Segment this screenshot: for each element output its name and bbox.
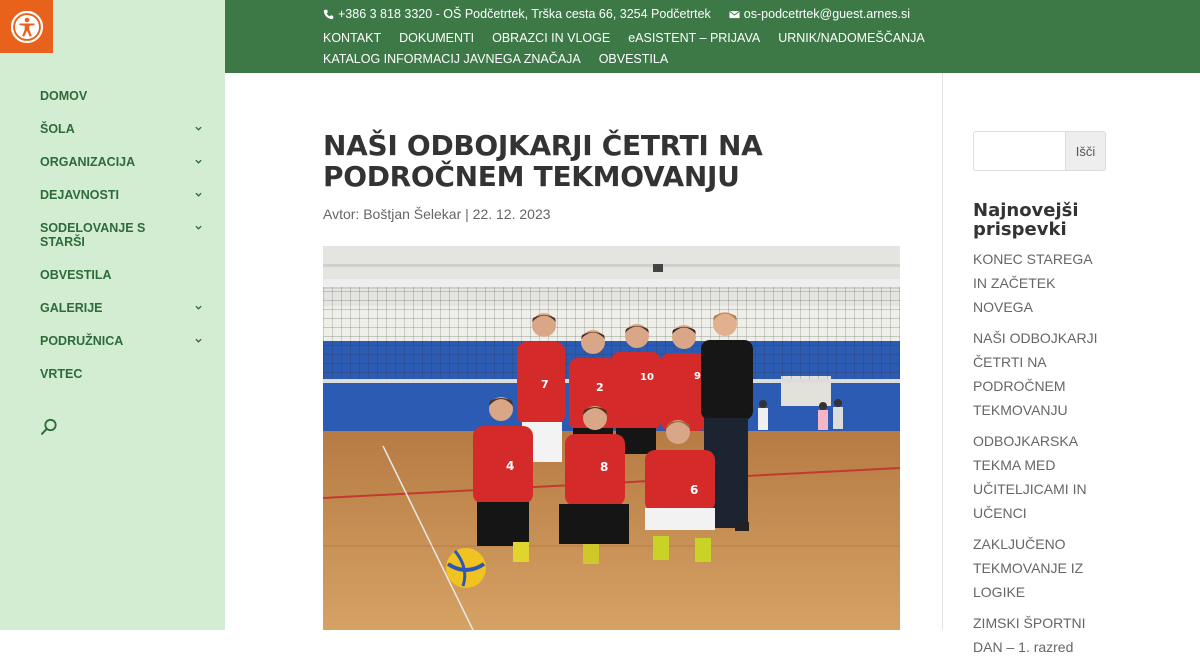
recent-post-link[interactable]: ZAKLJUČENO TEKMOVANJE IZ LOGIKE bbox=[973, 536, 1084, 600]
sidebar-item-obvestila[interactable] bbox=[40, 268, 210, 282]
featured-image[interactable] bbox=[323, 246, 900, 630]
svg-text:6: 6 bbox=[690, 483, 699, 497]
recent-post-link[interactable]: ODBOJKARSKA TEKMA MED UČITELJICAMI IN UČENCI bbox=[973, 433, 1087, 521]
top-navigation bbox=[323, 28, 1023, 70]
top-nav-link[interactable]: URNIK/NADOMEŠČANJA bbox=[778, 31, 925, 45]
column-divider bbox=[942, 73, 943, 630]
chevron-down-icon[interactable] bbox=[195, 191, 202, 198]
sidebar-item-label: DEJAVNOSTI bbox=[40, 188, 119, 202]
svg-text:7: 7 bbox=[541, 378, 549, 391]
post-meta: Avtor: Boštjan Šelekar | 22. 12. 2023 bbox=[323, 206, 551, 222]
chevron-down-icon[interactable] bbox=[195, 304, 202, 311]
chevron-down-icon[interactable] bbox=[195, 224, 202, 231]
post-content bbox=[323, 73, 903, 222]
sidebar-item-label: PODRUŽNICA bbox=[40, 334, 124, 348]
chevron-down-icon[interactable] bbox=[195, 125, 202, 132]
top-nav-row bbox=[323, 49, 1023, 70]
sidebar-item-galerije[interactable] bbox=[40, 301, 210, 315]
sidebar-item-label: DOMOV bbox=[40, 89, 88, 103]
search-icon[interactable] bbox=[40, 418, 58, 436]
top-bar bbox=[225, 0, 1200, 73]
top-nav-row bbox=[323, 28, 1023, 49]
sidebar-item-sodelovanje-s-starši[interactable] bbox=[40, 221, 210, 249]
sidebar-item-šola[interactable] bbox=[40, 122, 210, 136]
envelope-icon bbox=[729, 9, 740, 20]
email-text: os-podcetrtek@guest.arnes.si bbox=[743, 7, 911, 21]
recent-posts-title: Najnovejši prispevki bbox=[973, 200, 1079, 240]
svg-text:9: 9 bbox=[694, 371, 701, 382]
recent-post-link[interactable]: NAŠI ODBOJKARJI ČETRTI NA PODROČNEM TEKMOVANJU bbox=[973, 330, 1098, 418]
search-input[interactable] bbox=[973, 131, 1065, 171]
sidebar-item-label: GALERIJE bbox=[40, 301, 103, 315]
sidebar-item-podružnica[interactable] bbox=[40, 334, 210, 348]
sidebar-item-label: SODELOVANJE S STARŠI bbox=[40, 221, 146, 249]
top-nav-link[interactable]: DOKUMENTI bbox=[399, 31, 475, 45]
sidebar bbox=[0, 0, 225, 630]
recent-posts-list bbox=[973, 247, 1108, 666]
accessibility-button[interactable] bbox=[0, 0, 53, 53]
top-nav-link[interactable]: OBRAZCI IN VLOGE bbox=[492, 31, 611, 45]
recent-post-link[interactable]: ZIMSKI ŠPORTNI DAN – 1. razred bbox=[973, 615, 1086, 655]
main-navigation bbox=[40, 89, 210, 400]
team-photo bbox=[323, 246, 900, 630]
accessibility-person-icon bbox=[10, 10, 44, 44]
contact-address: +386 3 818 3320 - OŠ Podčetrtek, Trška cesta 66, 3254 Podčetrtek bbox=[338, 7, 711, 21]
svg-text:10: 10 bbox=[640, 372, 654, 383]
top-nav-link[interactable]: KATALOG INFORMACIJ JAVNEGA ZNAČAJA bbox=[323, 52, 581, 66]
sidebar-item-dejavnosti[interactable] bbox=[40, 188, 210, 202]
top-nav-link[interactable]: eASISTENT – PRIJAVA bbox=[628, 31, 761, 45]
top-nav-link[interactable]: KONTAKT bbox=[323, 31, 382, 45]
sidebar-item-label: ORGANIZACIJA bbox=[40, 155, 136, 169]
search-button[interactable]: Išči bbox=[1065, 131, 1106, 171]
sidebar-item-domov[interactable] bbox=[40, 89, 210, 103]
post-title: NAŠI ODBOJKARJI ČETRTI NA PODROČNEM TEKMOVANJU bbox=[323, 129, 763, 193]
top-nav-link[interactable]: OBVESTILA bbox=[598, 52, 669, 66]
search-widget bbox=[973, 131, 1106, 171]
phone-icon bbox=[323, 9, 334, 20]
sidebar-item-label: VRTEC bbox=[40, 367, 83, 381]
chevron-down-icon[interactable] bbox=[195, 337, 202, 344]
email-link[interactable] bbox=[729, 7, 910, 21]
svg-text:8: 8 bbox=[600, 460, 609, 474]
sidebar-item-label: OBVESTILA bbox=[40, 268, 112, 282]
sidebar-item-label: ŠOLA bbox=[40, 122, 75, 136]
sidebar-item-vrtec[interactable] bbox=[40, 367, 210, 381]
recent-post-link[interactable]: KONEC STAREGA IN ZAČETEK NOVEGA bbox=[973, 251, 1092, 315]
chevron-down-icon[interactable] bbox=[195, 158, 202, 165]
sidebar-item-organizacija[interactable] bbox=[40, 155, 210, 169]
contact-info bbox=[323, 7, 910, 21]
svg-text:2: 2 bbox=[596, 381, 604, 394]
svg-text:4: 4 bbox=[506, 459, 515, 473]
